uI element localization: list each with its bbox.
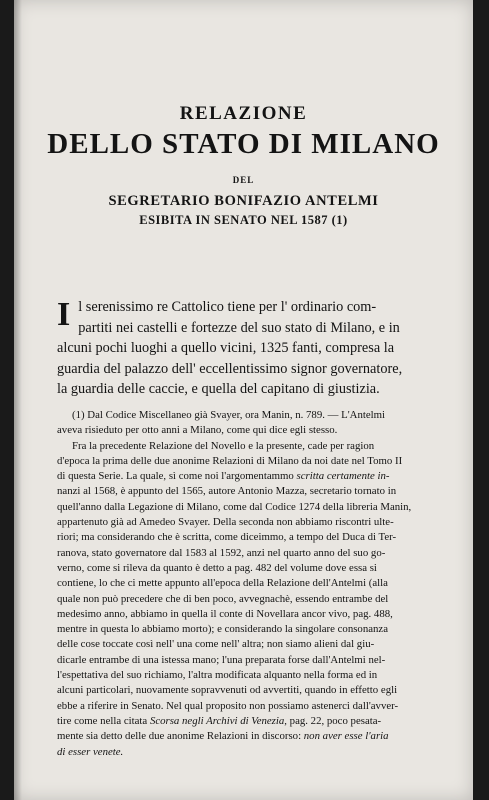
footnote-line: appartenuto già ad Amedeo Svayer. Della seconda non abbiamo riscontri ulte-: [57, 516, 394, 529]
body-line: guardia del palazzo dell' eccellentissimo signor governatore,: [57, 360, 403, 377]
footnote-line: di questa Serie. La quale, sì come noi l'argomentammo scritta certamente in-: [57, 470, 390, 483]
footnote-line: d'epoca la prima delle due anonime Relazioni di Milano da noi date nel Tomo II: [57, 454, 403, 467]
footnote-line: mentre in questa lo abbiamo morto); e considerando la singolare consonanza: [57, 623, 388, 636]
footnote-line: verno, come si rileva da quanto è detto a pag. 482 del volume dove essa si: [57, 561, 377, 574]
footnote-line: dicarle entrambe di una istessa mano; l'una preparata forse dall'Antelmi nel-: [57, 653, 386, 666]
footnote-line: delle cose toccate così nell' una come nell' altra; non siamo alieni dal giu-: [57, 638, 375, 651]
footnote-line: tire come nella citata Scorsa negli Archivi di Venezia, pag. 22, poco pesata-: [57, 714, 382, 727]
title-main: DELLO STATO DI MILANO: [47, 128, 440, 160]
footnote-line: nanzi al 1568, è appunto del 1565, autore Antonio Mazza, secretario tornato in: [57, 485, 397, 498]
footnote-line: aveva risieduto per otto anni a Milano, come qui dice egli stesso.: [57, 424, 338, 437]
footnote: [57, 408, 435, 760]
footnote-line: quale non può precedere che di ben poco, avvegnachè, essendo entrambe del: [57, 592, 389, 605]
footnote-line: (1) Dal Codice Miscellaneo già Svayer, ora Manin, n. 789. — L'Antelmi: [72, 409, 386, 421]
footnote-line: di esser venete.: [57, 745, 124, 758]
drop-cap: I: [57, 296, 71, 333]
footnote-line: ranova, stato governatore dal 1583 al 1592, anzi nel quarto anno del suo go-: [57, 546, 386, 559]
footnote-line: mente sia detto delle due anonime Relazioni in discorso: non aver esse l'aria: [57, 730, 389, 743]
body-line: partiti nei castelli e fortezze del suo stato di Milano, e in: [78, 319, 400, 336]
footnote-line: quell'anno dalla Legazione di Milano, come dal Codice 1274 della libreria Manin,: [57, 500, 412, 513]
footnote-line: Fra la precedente Relazione del Novello e la presente, cade per ragion: [72, 439, 375, 452]
title-author: SEGRETARIO BONIFAZIO ANTELMI: [108, 193, 379, 209]
footnote-line: contiene, lo che ci mette appunto all'epoca della Relazione dell'Antelmi (alla: [57, 577, 388, 590]
body-line: la guardia delle caccie, e quella del capitano di giustizia.: [57, 381, 380, 397]
title-submitted: ESIBITA IN SENATO NEL 1587 (1): [139, 213, 348, 227]
body-line: l serenissimo re Cattolico tiene per l' ordinario com-: [78, 299, 377, 315]
footnote-line: ebbe a riferire in Senato. Nel qual proposito non possiamo astenerci dall'avver-: [57, 699, 399, 712]
title-del: DEL: [232, 175, 255, 185]
title-relazione: RELAZIONE: [179, 103, 308, 124]
main-paragraph: [57, 297, 435, 400]
body-line: alcuni pochi luoghi a quello vicini, 1325 fanti, compresa la: [57, 340, 395, 356]
footnote-line: l'espettativa del suo richiamo, l'altra modificata alquanto nella forma ed in: [57, 669, 378, 682]
footnote-line: riori; ma considerando che è scritta, come diceimmo, a tempo del Duca di Ter-: [57, 531, 397, 544]
footnote-line: alcuni particolari, nuovamente sopravvenuti od avvertiti, quando in effetto egli: [57, 684, 398, 697]
book-page: [14, 0, 473, 800]
footnote-line: medesimo anno, abbiamo in quella il conte di Novellara ancor vivo, pag. 488,: [57, 607, 393, 620]
